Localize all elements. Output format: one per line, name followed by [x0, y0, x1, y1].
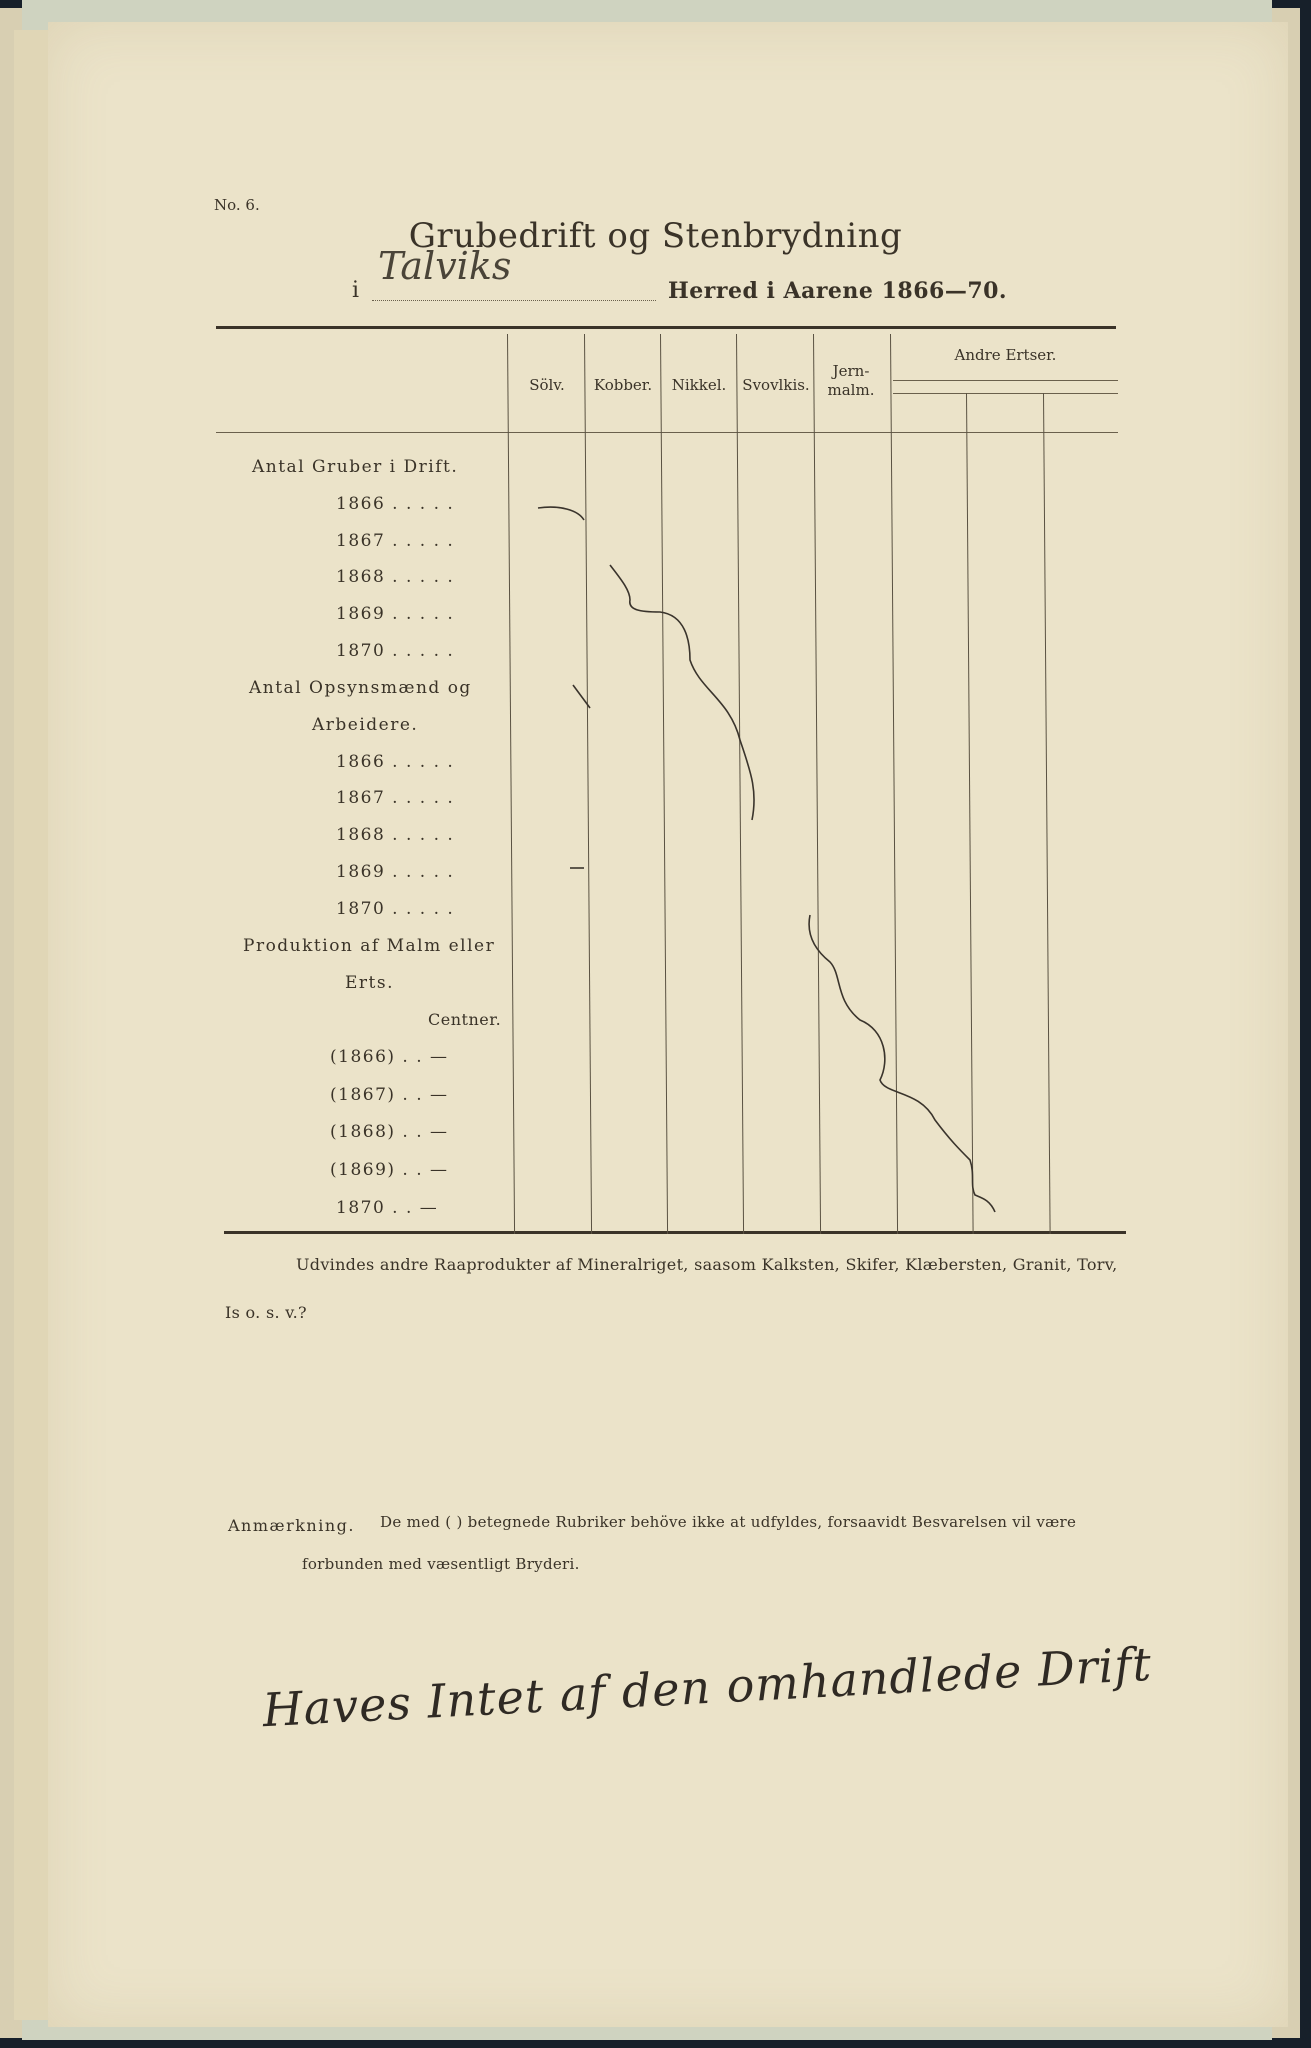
col-header-svovlkis: Svovlkis. — [742, 376, 810, 394]
row-year: 1868 . . . . . — [336, 567, 455, 587]
row-year: 1870 . . — — [336, 1198, 439, 1218]
row-year: 1868 . . . . . — [336, 825, 455, 845]
note-line-1: De med ( ) betegnede Rubriker behöve ikke at udfyldes, forsaavidt Besvarelsen vil være — [380, 1513, 1077, 1531]
row-year: (1868) . . — — [330, 1122, 449, 1142]
note-label: Anmærkning. — [228, 1516, 355, 1535]
herred-years: Herred i Aarene 1866—70. — [668, 278, 1008, 304]
row-year: (1866) . . — — [330, 1047, 449, 1067]
question-line-1: Udvindes andre Raaprodukter af Mineralriget, saasom Kalksten, Skifer, Klæbersten, Granit, Torv, — [296, 1255, 1118, 1274]
row-year: (1869) . . — — [330, 1160, 449, 1180]
unit-centner: Centner. — [428, 1010, 502, 1029]
handwritten-answer: Haves Intet af den omhandlede Drift — [261, 1636, 1154, 1738]
col-header-kobber: Kobber. — [593, 376, 653, 394]
row-year: 1869 . . . . . — [336, 604, 455, 624]
section-label-opsynsmaend: Antal Opsynsmænd og — [249, 678, 472, 698]
question-line-2: Is o. s. v.? — [225, 1303, 307, 1322]
form-number: No. 6. — [214, 196, 260, 214]
page-title: Grubedrift og Stenbrydning — [408, 216, 903, 256]
handwritten-place-name: Talviks — [378, 244, 512, 288]
col-header-jernmalm: Jern- malm. — [827, 362, 875, 399]
row-year: 1866 . . . . . — [336, 494, 455, 514]
section-label-gruber: Antal Gruber i Drift. — [252, 457, 459, 477]
row-year: 1870 . . . . . — [336, 899, 455, 919]
section-label-arbeidere: Arbeidere. — [312, 715, 419, 735]
note-line-2: forbunden med væsentligt Bryderi. — [302, 1555, 580, 1573]
row-year: (1867) . . — — [330, 1085, 449, 1105]
col-header-solv: Sölv. — [529, 376, 565, 394]
row-year: 1866 . . . . . — [336, 752, 455, 772]
section-label-erts: Erts. — [345, 973, 394, 993]
row-year: 1869 . . . . . — [336, 862, 455, 882]
row-year: 1867 . . . . . — [336, 531, 455, 551]
col-header-andre-ertser: Andre Ertser. — [954, 346, 1057, 364]
prefix-i: i — [352, 278, 360, 303]
row-year: 1867 . . . . . — [336, 788, 455, 808]
section-label-produktion: Produktion af Malm eller — [243, 936, 496, 956]
col-header-nikkel: Nikkel. — [671, 376, 727, 394]
row-year: 1870 . . . . . — [336, 641, 455, 661]
